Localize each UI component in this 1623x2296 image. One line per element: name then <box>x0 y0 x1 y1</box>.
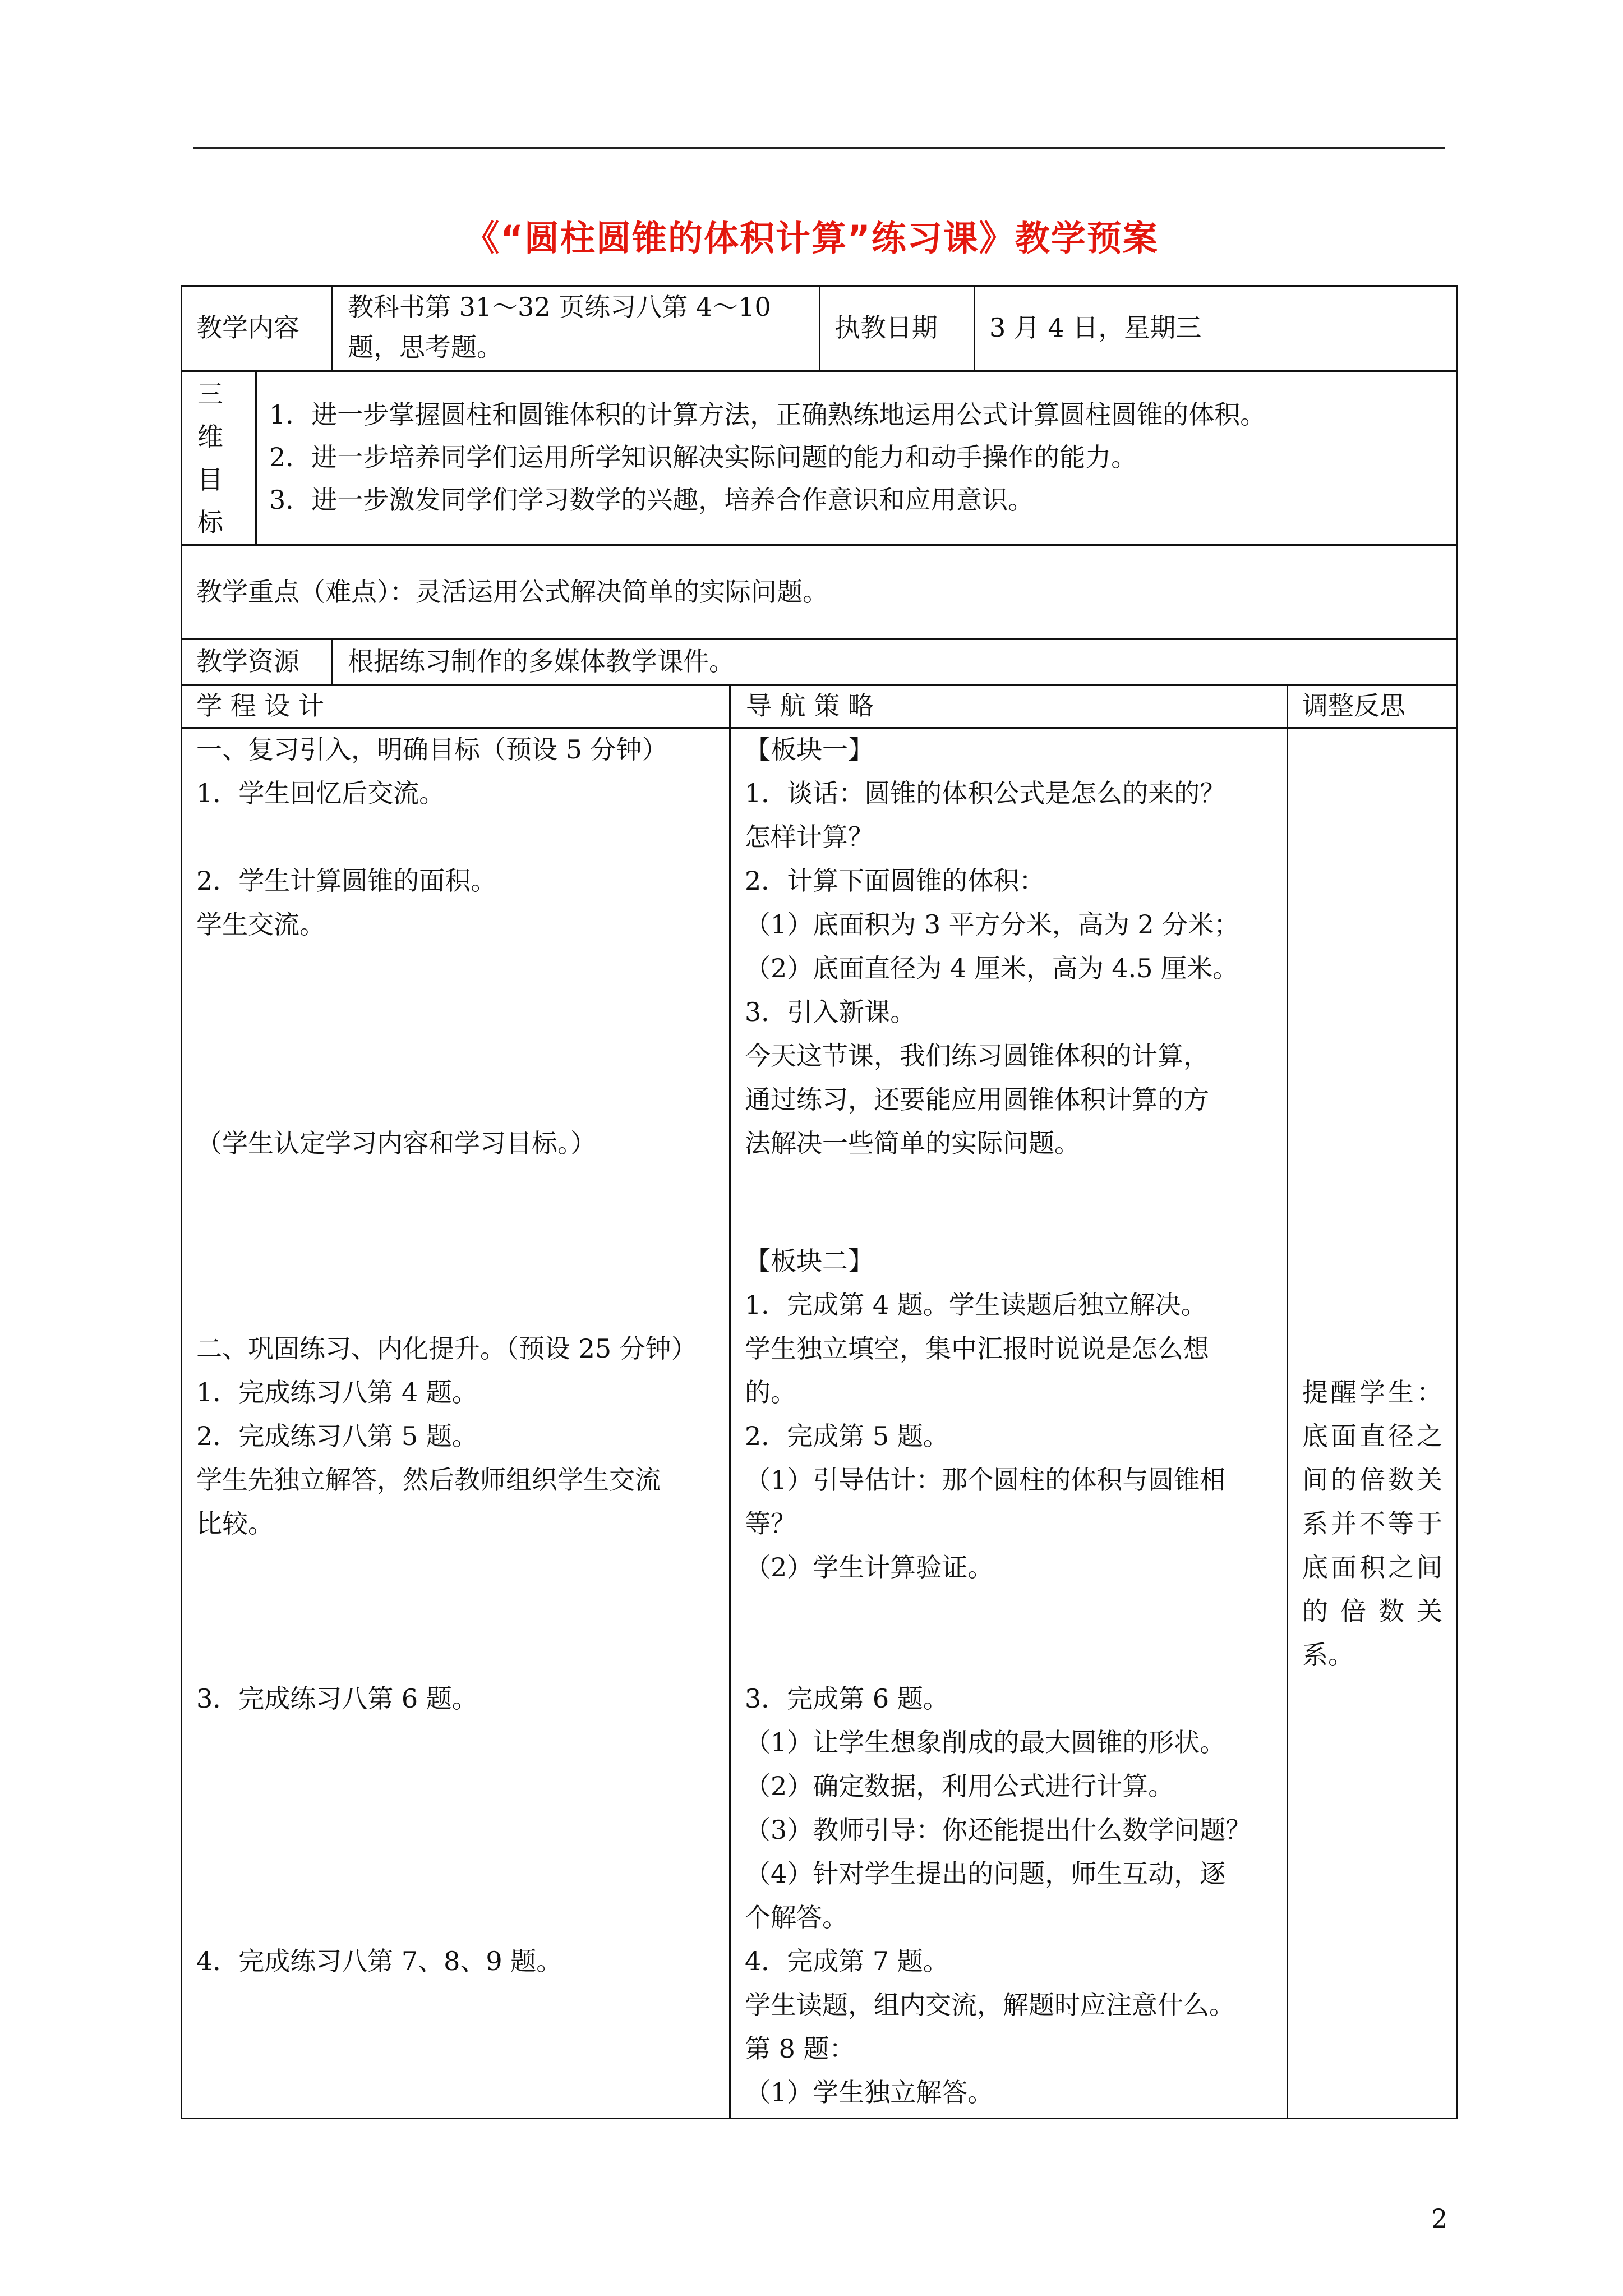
reflection-note: 提醒学生：底面直径之间的倍数关系并不等于底面积之间的倍数关系。 <box>1302 1377 1442 1670</box>
col-divider <box>1287 684 1288 2119</box>
left-col-line: （学生认定学习内容和学习目标。） <box>196 1128 596 1158</box>
col-divider <box>729 684 731 2119</box>
key-point: 教学重点（难点）：灵活运用公式解决简单的实际问题。 <box>196 577 828 607</box>
mid-col-line: 4．完成第 7 题。 <box>745 1946 949 1976</box>
col-divider <box>819 285 820 370</box>
mid-col-line: 法解决一些简单的实际问题。 <box>745 1128 1080 1158</box>
mid-col-line: 学生读题，组内交流，解题时应注意什么。 <box>745 1990 1235 2020</box>
left-col-line: 学生交流。 <box>196 909 325 940</box>
goals-label-char: 维 <box>197 422 223 452</box>
mid-col-line: 【板块二】 <box>745 1246 874 1276</box>
mid-col-line: （4）针对学生提出的问题，师生互动，逐 <box>745 1858 1226 1889</box>
mid-col-line: （1）底面积为 3 平方分米，高为 2 分米； <box>745 909 1240 940</box>
mid-col-line: 个解答。 <box>745 1902 848 1932</box>
goals-label-char: 标 <box>197 507 223 537</box>
mid-col-line: 2．完成第 5 题。 <box>745 1421 949 1451</box>
mid-col-line: （1）引导估计：那个圆柱的体积与圆锥相 <box>745 1465 1226 1495</box>
col-divider <box>331 638 333 684</box>
column-header-left: 学 程 设 计 <box>196 691 324 721</box>
mid-col-line: 2．计算下面圆锥的体积： <box>745 866 1045 896</box>
document-title: 《“圆柱圆锥的体积计算”练习课》教学预案 <box>464 218 1159 259</box>
column-header-right: 调整反思 <box>1302 691 1405 721</box>
goals-label-char: 目 <box>197 464 223 495</box>
goal-item: 3．进一步激发同学们学习数学的兴趣，培养合作意识和应用意识。 <box>269 485 1034 515</box>
mid-col-line: 第 8 题： <box>745 2033 855 2064</box>
goal-item: 1．进一步掌握圆柱和圆锥体积的计算方法，正确熟练地运用公式计算圆柱圆锥的体积。 <box>269 399 1266 430</box>
col-divider <box>255 370 257 544</box>
row-divider <box>181 370 1458 372</box>
mid-col-line: 的。 <box>745 1377 796 1407</box>
left-col-line: 1．完成练习八第 4 题。 <box>196 1377 478 1407</box>
mid-col-line: 怎样计算？ <box>745 822 874 852</box>
mid-col-line: （2）确定数据，利用公式进行计算。 <box>745 1771 1174 1801</box>
resources-label: 教学资源 <box>196 646 299 677</box>
header-rule <box>193 147 1445 149</box>
mid-col-line: 今天这节课，我们练习圆锥体积的计算， <box>745 1041 1209 1071</box>
mid-col-line: 通过练习，还要能应用圆锥体积计算的方 <box>745 1084 1209 1115</box>
mid-col-line: （2）学生计算验证。 <box>745 1552 994 1582</box>
goals-label-char: 三 <box>197 379 223 409</box>
col-divider <box>974 285 975 370</box>
mid-col-line: 3．完成第 6 题。 <box>745 1683 949 1714</box>
goal-item: 2．进一步培养同学们运用所学知识解决实际问题的能力和动手操作的能力。 <box>269 442 1137 472</box>
left-col-line: 比较。 <box>196 1508 274 1539</box>
content-label: 教学内容 <box>196 312 299 343</box>
content-value-line2: 题，思考题。 <box>348 332 502 362</box>
date-value: 3 月 4 日，星期三 <box>989 312 1202 343</box>
left-col-line: 2．学生计算圆锥的面积。 <box>196 866 497 896</box>
mid-col-line: 等？ <box>745 1508 796 1539</box>
mid-col-line: 3．引入新课。 <box>745 997 916 1027</box>
mid-col-line: （2）底面直径为 4 厘米，高为 4.5 厘米。 <box>745 953 1239 983</box>
left-col-line: 学生先独立解答，然后教师组织学生交流 <box>196 1465 661 1495</box>
resources-value: 根据练习制作的多媒体教学课件。 <box>348 646 735 677</box>
mid-col-line: 1．谈话：圆锥的体积公式是怎么的来的？ <box>745 778 1226 808</box>
left-col-line: 一、复习引入，明确目标（预设 5 分钟） <box>196 734 668 765</box>
date-label: 执教日期 <box>834 312 938 343</box>
col-divider <box>331 285 333 370</box>
mid-col-line: 【板块一】 <box>745 734 874 765</box>
mid-col-line: （1）学生独立解答。 <box>745 2077 994 2108</box>
mid-col-line: （1）让学生想象削成的最大圆锥的形状。 <box>745 1727 1226 1757</box>
mid-col-line: 学生独立填空，集中汇报时说说是怎么想 <box>745 1333 1209 1364</box>
mid-col-line: （3）教师引导：你还能提出什么数学问题？ <box>745 1815 1252 1845</box>
content-value-line1: 教科书第 31～32 页练习八第 4～10 <box>348 292 771 322</box>
left-col-line: 3．完成练习八第 6 题。 <box>196 1683 478 1714</box>
left-col-line: 1．学生回忆后交流。 <box>196 778 445 808</box>
row-divider <box>181 544 1458 546</box>
left-col-line: 二、巩固练习、内化提升。（预设 25 分钟） <box>196 1333 697 1364</box>
left-col-line: 2．完成练习八第 5 题。 <box>196 1421 478 1451</box>
page-number: 2 <box>1431 2203 1448 2234</box>
mid-col-line: 1．完成第 4 题。学生读题后独立解决。 <box>745 1290 1207 1320</box>
left-col-line: 4．完成练习八第 7、8、9 题。 <box>196 1946 562 1976</box>
column-header-middle: 导 航 策 略 <box>746 691 874 721</box>
